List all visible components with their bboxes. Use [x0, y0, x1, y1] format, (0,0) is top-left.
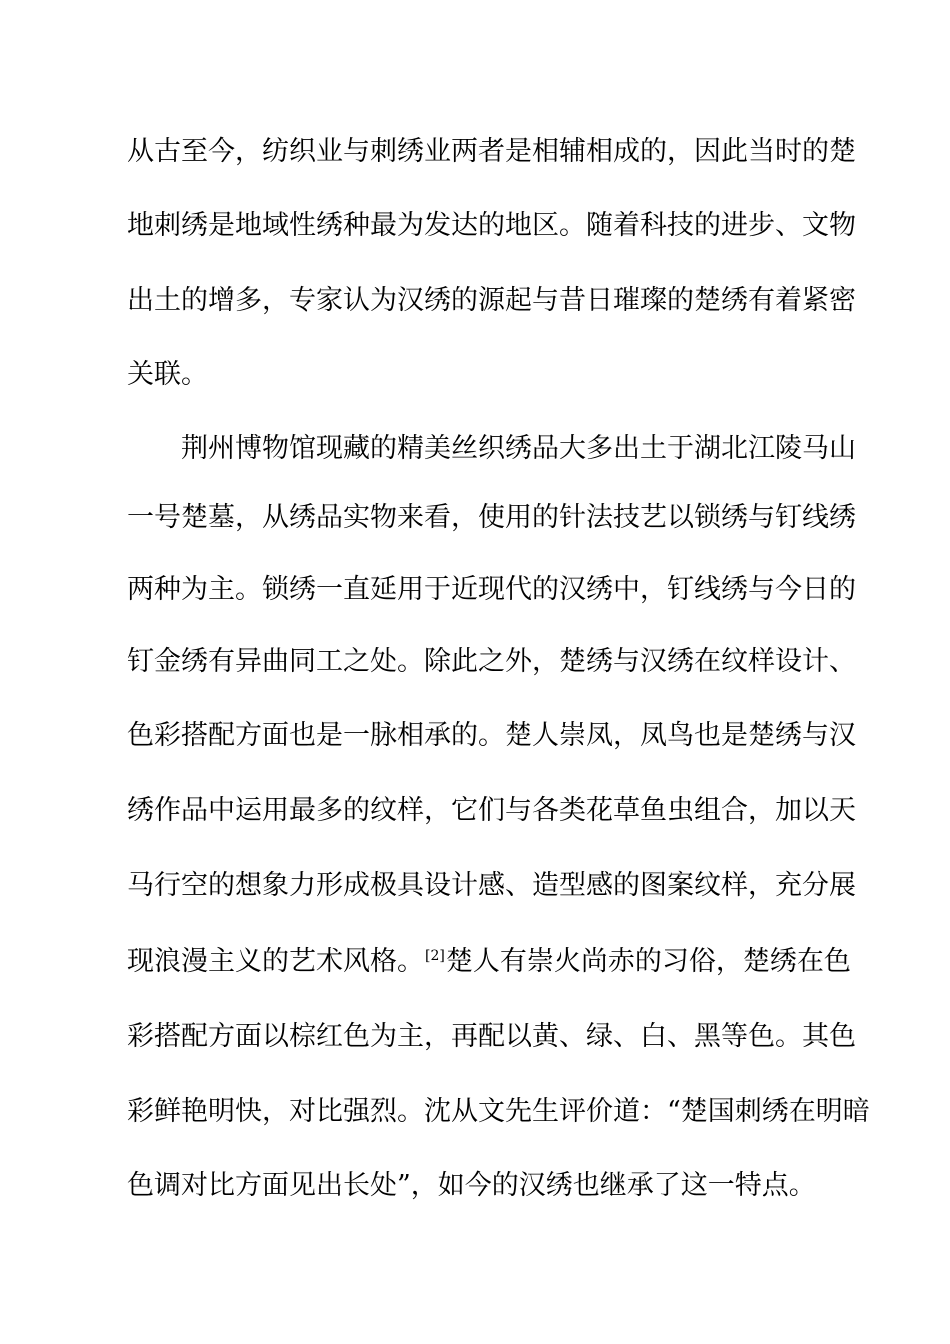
- paragraph-2-line-5: 色彩搭配方面也是一脉相承的。楚人崇凤，凤鸟也是楚绣与汉: [127, 720, 856, 751]
- line-8-text-before-citation: 现浪漫主义的艺术风格。: [127, 946, 424, 977]
- paragraph-2-line-11: 色调对比方面见出长处”，如今的汉绣也继承了这一特点。: [127, 1170, 816, 1201]
- paragraph-2-line-6: 绣作品中运用最多的纹样，它们与各类花草鱼虫组合，加以天: [127, 795, 856, 826]
- paragraph-2-line-9: 彩搭配方面以棕红色为主，再配以黄、绿、白、黑等色。其色: [127, 1021, 856, 1052]
- citation-marker: [2]: [425, 948, 445, 964]
- paragraph-1-line-3: 出土的增多，专家认为汉绣的源起与昔日璀璨的楚绣有着紧密: [127, 285, 856, 316]
- paragraph-2-line-1: 荆州博物馆现藏的精美丝织绣品大多出土于湖北江陵马山: [181, 433, 856, 464]
- paragraph-2-line-2: 一号楚墓，从绣品实物来看，使用的针法技艺以锁绣与钉线绣: [127, 502, 856, 533]
- paragraph-1-line-1: 从古至今，纺织业与刺绣业两者是相辅相成的，因此当时的楚: [127, 136, 856, 167]
- paragraph-1-line-2: 地刺绣是地域性绣种最为发达的地区。随着科技的进步、文物: [127, 210, 856, 241]
- paragraph-2-line-10: 彩鲜艳明快，对比强烈。沈从文先生评价道：“楚国刺绣在明暗: [127, 1096, 870, 1127]
- paragraph-1-line-4: 关联。: [127, 359, 208, 390]
- line-8-text-after-citation: 楚人有崇火尚赤的习俗，楚绣在色: [445, 946, 851, 977]
- paragraph-2-line-7: 马行空的想象力形成极具设计感、造型感的图案纹样，充分展: [127, 870, 856, 901]
- paragraph-2-line-8: [127, 942, 851, 982]
- paragraph-2-line-3: 两种为主。锁绣一直延用于近现代的汉绣中，钉线绣与今日的: [127, 574, 856, 605]
- paragraph-2-line-4: 钉金绣有异曲同工之处。除此之外，楚绣与汉绣在纹样设计、: [127, 646, 856, 677]
